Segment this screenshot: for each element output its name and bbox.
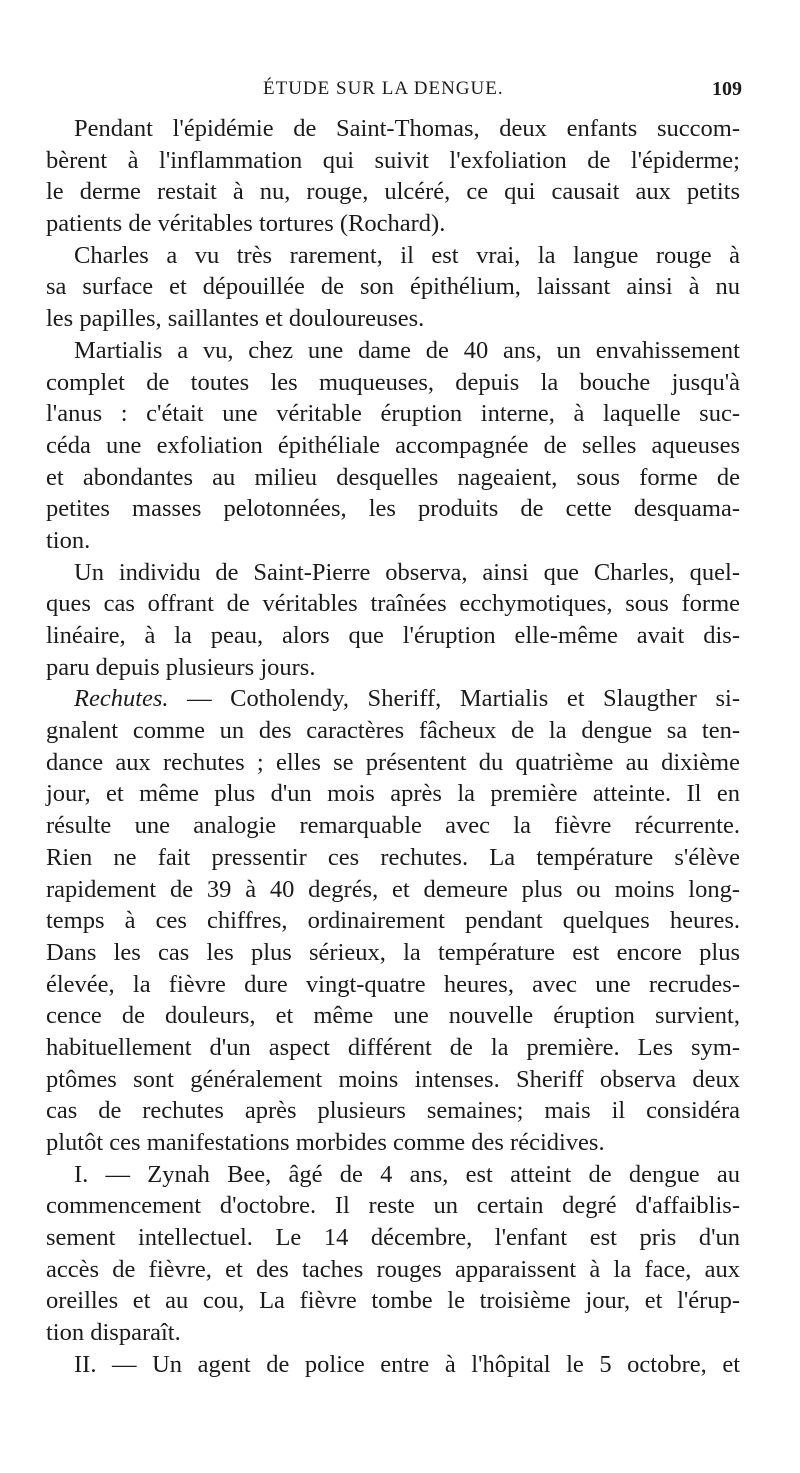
text-line: Dans les cas les plus sérieux, la température est encore plus bbox=[46, 938, 740, 966]
text-line: Martialis a vu, chez une dame de 40 ans, un envahissement bbox=[74, 336, 740, 364]
text-line: dance aux rechutes ; elles se présentent du quatrième au dixième bbox=[46, 748, 740, 776]
text-line: jour, et même plus d'un mois après la première atteinte. Il en bbox=[46, 780, 740, 808]
text-line: Rechutes. — Cotholendy, Sheriff, Martialis et Slaugther si- bbox=[74, 685, 740, 713]
rechutes-heading: Rechutes. bbox=[74, 685, 169, 713]
text-line: bèrent à l'inflammation qui suivit l'exfoliation de l'épiderme; bbox=[46, 146, 740, 174]
text-line: accès de fièvre, et des taches rouges apparaissent à la face, aux bbox=[46, 1255, 740, 1283]
text-line: rapidement de 39 à 40 degrés, et demeure plus ou moins long- bbox=[46, 875, 740, 903]
text-line: habituellement d'un aspect différent de la première. Les sym- bbox=[46, 1033, 740, 1061]
text-line: Un individu de Saint-Pierre observa, ainsi que Charles, quel- bbox=[74, 558, 740, 586]
text-line: temps à ces chiffres, ordinairement pendant quelques heures. bbox=[46, 907, 740, 935]
page-number: 109 bbox=[712, 78, 742, 100]
text-line: oreilles et au cou, La fièvre tombe le troisième jour, et l'érup- bbox=[46, 1287, 740, 1315]
text-line: complet de toutes les muqueuses, depuis la bouche jusqu'à bbox=[46, 368, 740, 396]
text-line: plutôt ces manifestations morbides comme des récidives. bbox=[46, 1129, 605, 1156]
text-line: et abondantes au milieu desquelles nageaient, sous forme de bbox=[46, 463, 740, 491]
text-line: paru depuis plusieurs jours. bbox=[46, 653, 316, 681]
text-line: gnalent comme un des caractères fâcheux de la dengue sa ten- bbox=[46, 717, 740, 745]
text-line: tion. bbox=[46, 526, 91, 554]
text-line: commencement d'octobre. Il reste un certain degré d'affaiblis- bbox=[46, 1192, 740, 1220]
text-line: sa surface et dépouillée de son épithélium, laissant ainsi à nu bbox=[46, 273, 740, 301]
text-line: ptômes sont généralement moins intenses. Sheriff observa deux bbox=[46, 1065, 740, 1093]
text-line: résulte une analogie remarquable avec la fièvre récurrente. bbox=[46, 812, 740, 840]
running-title: ÉTUDE SUR LA DENGUE. bbox=[263, 78, 504, 99]
text-line: cence de douleurs, et même une nouvelle éruption survient, bbox=[46, 1002, 740, 1030]
text-line: petites masses pelotonnées, les produits de cette desquama- bbox=[46, 495, 740, 523]
page-header bbox=[0, 78, 800, 108]
text-line: linéaire, à la peau, alors que l'éruption elle-même avait dis- bbox=[46, 622, 740, 649]
body-text bbox=[46, 113, 740, 1381]
text-line: cas de rechutes après plusieurs semaines; mais il considéra bbox=[46, 1097, 740, 1125]
text-line: tion disparaît. bbox=[46, 1319, 181, 1347]
text-line: Charles a vu très rarement, il est vrai, la langue rouge à bbox=[74, 241, 740, 269]
text-line: I. — Zynah Bee, âgé de 4 ans, est atteint de dengue au bbox=[74, 1160, 740, 1188]
text-line: élevée, la fièvre dure vingt-quatre heures, avec une recrudes- bbox=[46, 970, 740, 998]
text-line: patients de véritables tortures (Rochard). bbox=[46, 210, 446, 238]
text-line: ques cas offrant de véritables traînées ecchymotiques, sous forme bbox=[46, 590, 740, 618]
text-line: Rien ne fait pressentir ces rechutes. La température s'élève bbox=[46, 843, 740, 871]
text-line: l'anus : c'était une véritable éruption interne, à laquelle suc- bbox=[46, 400, 740, 428]
text-line: le derme restait à nu, rouge, ulcéré, ce qui causait aux petits bbox=[46, 178, 740, 206]
text-line: céda une exfoliation épithéliale accompagnée de selles aqueuses bbox=[46, 431, 740, 459]
text-line: Pendant l'épidémie de Saint-Thomas, deux enfants succom- bbox=[74, 115, 740, 142]
text-line: sement intellectuel. Le 14 décembre, l'enfant est pris d'un bbox=[46, 1224, 740, 1252]
text-line: II. — Un agent de police entre à l'hôpital le 5 octobre, et bbox=[74, 1350, 740, 1378]
text-line: les papilles, saillantes et douloureuses. bbox=[46, 305, 425, 333]
